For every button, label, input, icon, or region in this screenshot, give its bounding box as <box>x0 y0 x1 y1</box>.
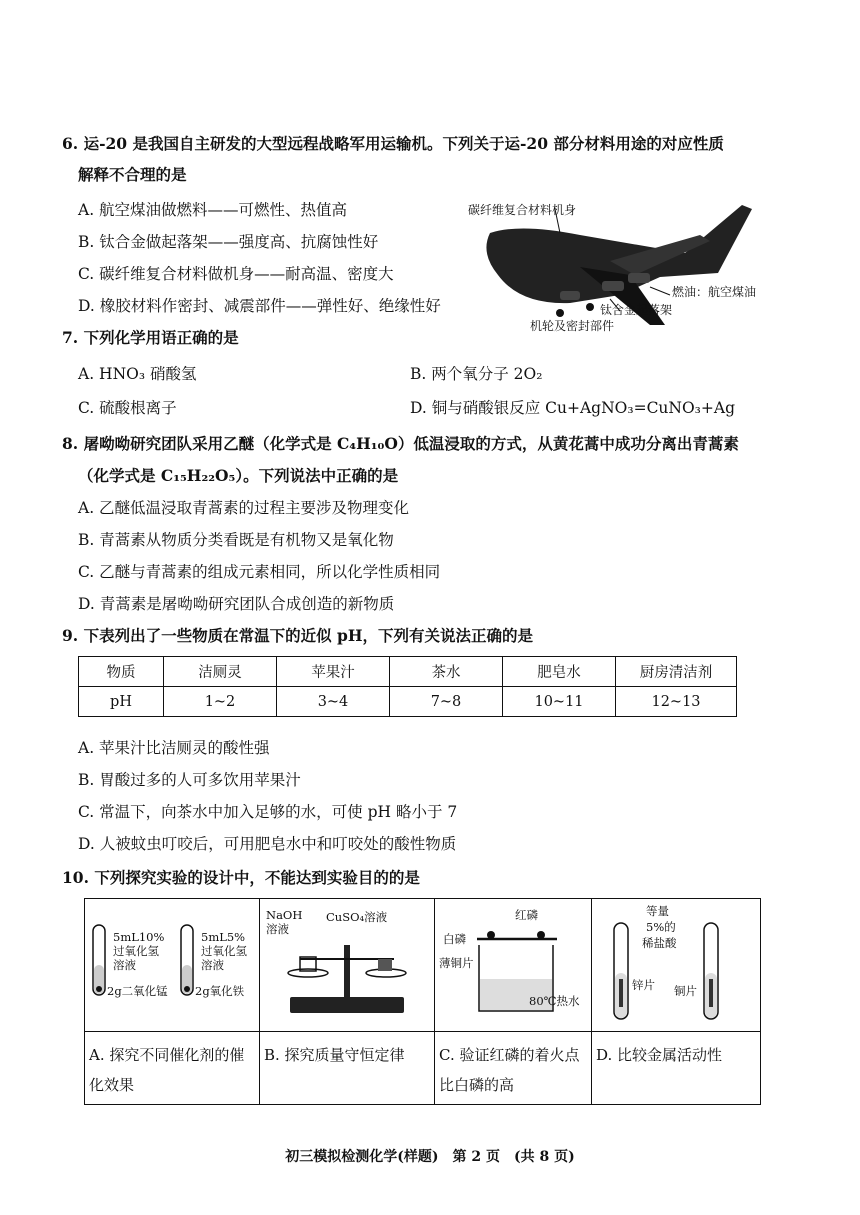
experiment-c-caption: C. 验证红磷的着火点比白磷的高 <box>435 1032 592 1105</box>
ph-table-cell: 物质 <box>79 657 164 687</box>
exp-c-label: 红磷 <box>515 908 538 922</box>
q7-stem: 7. 下列化学用语正确的是 <box>62 328 239 347</box>
q7-option-c: C. 硫酸根离子 <box>78 399 177 417</box>
experiment-c-figure <box>435 899 592 1032</box>
test-tubes-metal-icon <box>592 899 760 1031</box>
exp-d-label: 等量 <box>646 904 669 918</box>
experiment-caption-row <box>85 1032 761 1105</box>
ph-table-header-row <box>79 657 737 687</box>
ph-table-cell: 肥皂水 <box>503 657 616 687</box>
exp-a-label: 2g二氧化锰 <box>107 984 168 998</box>
q6-option-b: B. 钛合金做起落架——强度高、抗腐蚀性好 <box>78 233 379 251</box>
q8-stem-line2: （化学式是 C₁₅H₂₂O₅）。下列说法中正确的是 <box>78 466 399 485</box>
q7-option-a: A. HNO₃ 硝酸氢 <box>78 365 197 383</box>
exp-a-label: 2g氧化铁 <box>195 984 245 998</box>
q8-option-c: C. 乙醚与青蒿素的组成元素相同，所以化学性质相同 <box>78 563 441 581</box>
ph-table-cell: 1~2 <box>164 687 277 717</box>
ph-table-cell: 12~13 <box>616 687 737 717</box>
q6-option-c: C. 碳纤维复合材料做机身——耐高温、密度大 <box>78 265 394 283</box>
ph-table-cell: 3~4 <box>277 687 390 717</box>
q9-stem: 9. 下表列出了一些物质在常温下的近似 pH，下列有关说法正确的是 <box>62 626 533 645</box>
q6-option-d: D. 橡胶材料作密封、减震部件——弹性好、绝缘性好 <box>78 297 441 315</box>
exp-b-label: CuSO₄溶液 <box>326 910 388 924</box>
exp-a-label: 5mL5% <box>201 930 246 944</box>
q9-option-a: A. 苹果汁比洁厕灵的酸性强 <box>78 739 270 757</box>
ph-table-cell: pH <box>79 687 164 717</box>
q7-option-d: D. 铜与硝酸银反应 Cu+AgNO₃=CuNO₃+Ag <box>410 399 736 417</box>
page-footer: 初三模拟检测化学(样题) 第 2 页 (共 8 页) <box>285 1149 575 1165</box>
test-tubes-catalyst-icon <box>85 899 259 1031</box>
ph-table-cell: 厨房清洁剂 <box>616 657 737 687</box>
q8-stem-line1: 8. 屠呦呦研究团队采用乙醚（化学式是 C₄H₁₀O）低温浸取的方式，从黄花蒿中成功分离出青蒿素 <box>62 434 739 453</box>
exp-d-label: 5%的 <box>646 920 676 934</box>
aircraft-label-fuel: 燃油：航空煤油 <box>672 285 757 299</box>
exp-a-label: 溶液 <box>113 958 136 972</box>
q6-option-a: A. 航空煤油做燃料——可燃性、热值高 <box>78 201 348 219</box>
exp-b-label: 溶液 <box>266 922 289 936</box>
experiment-b-caption: B. 探究质量守恒定律 <box>260 1032 435 1105</box>
aircraft-label-gear: 钛合金起落架 <box>600 303 673 317</box>
aircraft-label-body: 碳纤维复合材料机身 <box>468 203 577 217</box>
q9-option-d: D. 人被蚊虫叮咬后，可用肥皂水中和叮咬处的酸性物质 <box>78 835 457 853</box>
experiment-d-figure <box>592 899 761 1032</box>
q9-option-b: B. 胃酸过多的人可多饮用苹果汁 <box>78 771 301 789</box>
q6-stem-line1: 6. 运-20 是我国自主研发的大型远程战略军用运输机。下列关于运-20 部分材料用途的对应性质 <box>62 134 724 153</box>
experiment-a-figure <box>85 899 260 1032</box>
experiment-d-caption: D. 比较金属活动性 <box>592 1032 761 1105</box>
experiment-b-figure <box>260 899 435 1032</box>
experiment-a-caption: A. 探究不同催化剂的催化效果 <box>85 1032 260 1105</box>
q6-stem-line2: 解释不合理的是 <box>78 165 187 184</box>
exp-b-label: NaOH <box>266 908 303 922</box>
ph-table-cell: 10~11 <box>503 687 616 717</box>
exp-d-label: 稀盐酸 <box>642 936 677 950</box>
exp-d-label: 铜片 <box>674 984 697 998</box>
ph-table-cell: 苹果汁 <box>277 657 390 687</box>
experiment-figure-row <box>85 899 761 1032</box>
q9-option-c: C. 常温下，向茶水中加入足够的水，可使 pH 略小于 7 <box>78 803 458 821</box>
transport-aircraft-figure <box>460 195 760 335</box>
exp-d-label: 锌片 <box>632 978 655 992</box>
ph-table-value-row <box>79 687 737 717</box>
ph-table-cell: 洁厕灵 <box>164 657 277 687</box>
q7-option-b: B. 两个氧分子 2O₂ <box>410 365 543 383</box>
exp-c-label: 80℃热水 <box>529 994 580 1008</box>
ph-table-cell: 茶水 <box>390 657 503 687</box>
exp-a-label: 5mL10% <box>113 930 165 944</box>
ph-table-cell: 7~8 <box>390 687 503 717</box>
q8-option-a: A. 乙醚低温浸取青蒿素的过程主要涉及物理变化 <box>78 499 410 517</box>
q8-option-b: B. 青蒿素从物质分类看既是有机物又是氧化物 <box>78 531 394 549</box>
exp-a-label: 过氧化氢 <box>201 944 247 958</box>
exp-a-label: 溶液 <box>201 958 224 972</box>
exp-c-label: 白磷 <box>443 932 466 946</box>
q10-stem: 10. 下列探究实验的设计中，不能达到实验目的的是 <box>62 868 420 887</box>
experiment-table <box>84 898 761 1105</box>
exp-c-label: 薄铜片 <box>439 956 474 970</box>
q8-option-d: D. 青蒿素是屠呦呦研究团队合成创造的新物质 <box>78 595 395 613</box>
ph-table <box>78 656 737 717</box>
exp-a-label: 过氧化氢 <box>113 944 159 958</box>
aircraft-label-seal: 机轮及密封部件 <box>530 319 615 333</box>
